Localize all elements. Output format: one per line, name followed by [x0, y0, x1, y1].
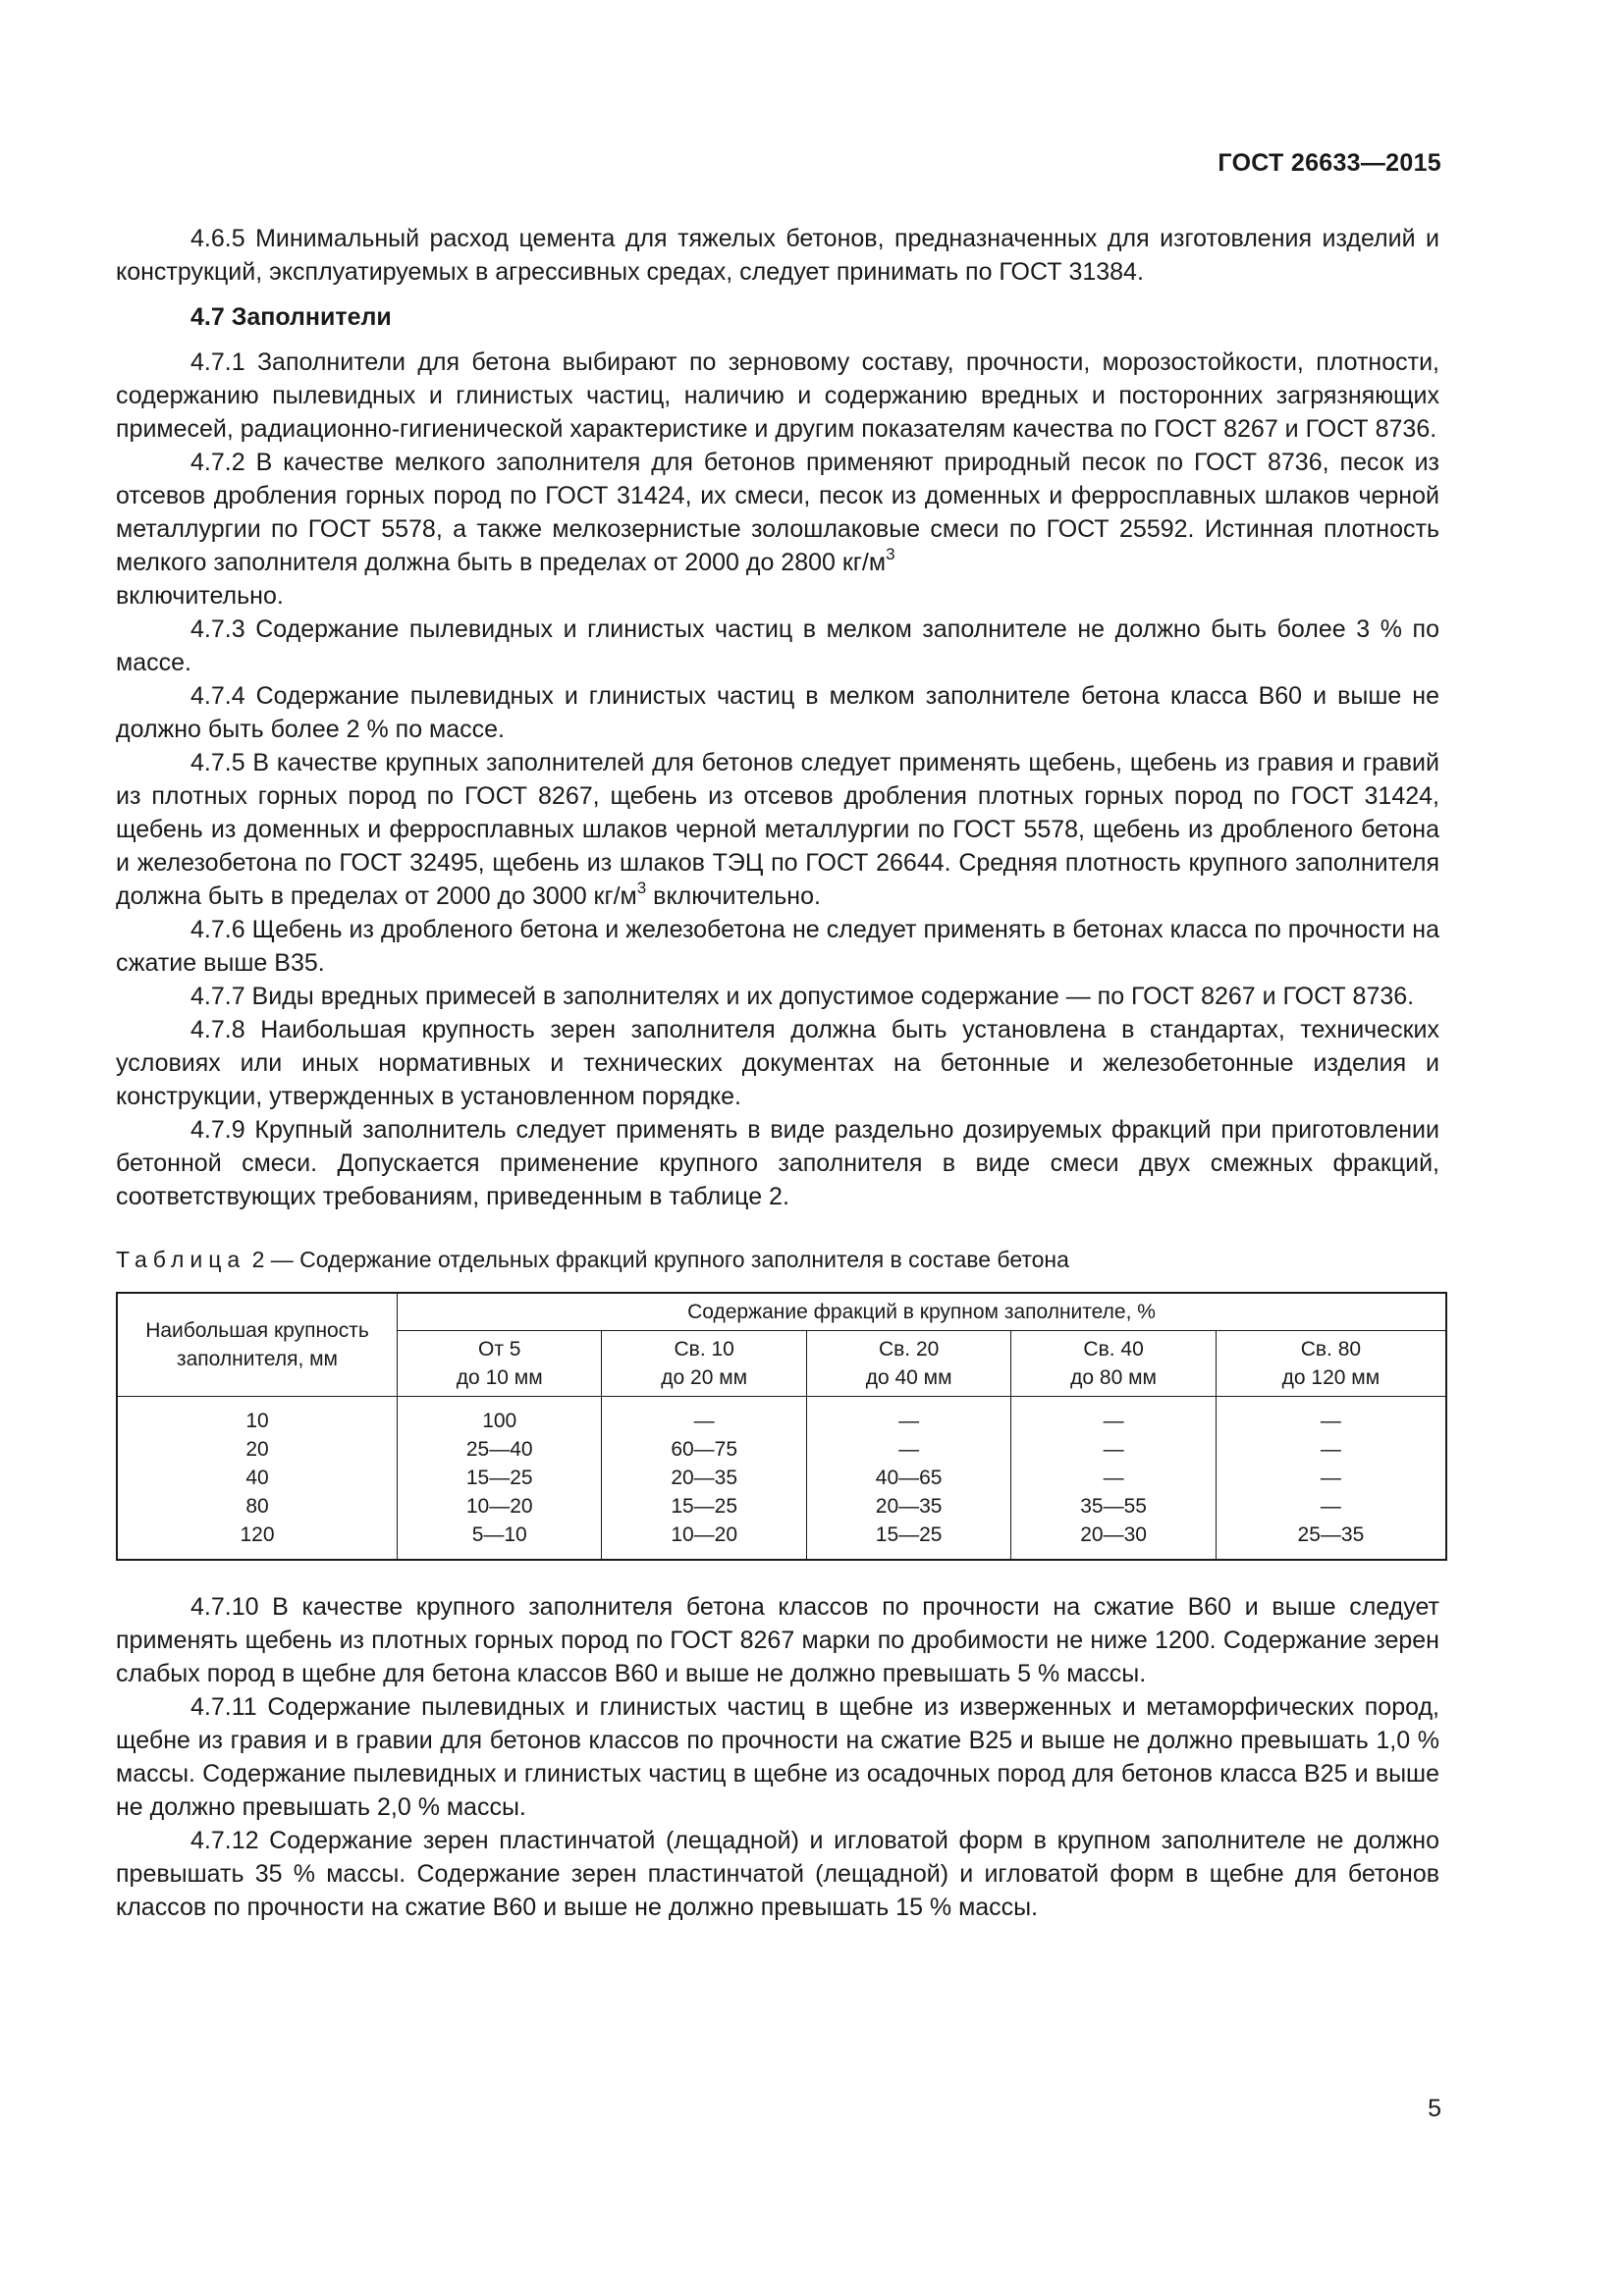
column-20-40: — — 40—65 20—35 15—25	[806, 1397, 1010, 1561]
document-code: ГОСТ 26633—2015	[1218, 149, 1441, 177]
subheader-cell: Св. 40 до 80 мм	[1011, 1331, 1216, 1397]
paragraph-4-7-12: 4.7.12 Содержание зерен пластинчатой (лещадной) и игловатой форм в крупном заполнителе не должно превышать 35 % массы. Содержание зерен пластинчатой (лещадной) и игловатой форм в щебне для бетонов классов по прочности на сжатие В60 и выше не должно превышать 15 % массы.	[116, 1827, 1439, 1921]
header-max-size: Наибольшая крупность заполнителя, мм	[117, 1293, 398, 1397]
paragraph-4-7-6: 4.7.6 Щебень из дробленого бетона и железобетона не следует применять в бетонах класса по прочности на сжатие выше В35.	[116, 916, 1439, 977]
subheader-cell: Св. 10 до 20 мм	[602, 1331, 806, 1397]
page-content	[116, 222, 1439, 1924]
paragraph-4-7-11: 4.7.11 Содержание пылевидных и глинистых частиц в щебне из изверженных и метаморфических пород, щебне из гравия и в гравии для бетонов классов по прочности на сжатие В25 и выше не должно превышать 1,0 % массы. Содержание пылевидных и глинистых частиц в щебне из осадочных пород для бетонов класса В25 и выше не должно превышать 2,0 % массы.	[116, 1693, 1439, 1821]
column-40-80: — — — 35—55 20—30	[1011, 1397, 1216, 1561]
page-number: 5	[1428, 2095, 1441, 2122]
subheader-cell: Св. 80 до 120 мм	[1216, 1331, 1446, 1397]
column-5-10: 100 25—40 15—25 10—20 5—10	[398, 1397, 602, 1561]
paragraph-4-7-7: 4.7.7 Виды вредных примесей в заполнителях и их допустимое содержание — по ГОСТ 8267 и ГОСТ 8736.	[190, 983, 1415, 1010]
table-caption: Таблица 2 — Содержание отдельных фракций крупного заполнителя в составе бетона	[116, 1247, 1069, 1272]
paragraph-4-7-2: 4.7.2 В качестве мелкого заполнителя для бетонов применяют природный песок по ГОСТ 8736, песок из отсевов дробления горных пород по ГОСТ 31424, их смеси, песок из доменных и ферросплавных шлаков черной металлургии по ГОСТ 5578, а также мелкозернистые золошлаковые смеси по ГОСТ 25592. Истинная плотность мелкого заполнителя должна быть в пределах от 2000 до 2800 $кг/м^3$ включительно.	[116, 449, 1439, 610]
paragraph-4-7-1: 4.7.1 Заполнители для бетона выбирают по зерновому составу, прочности, морозостойкости, плотности, содержанию пылевидных и глинистых частиц, наличию и содержанию вредных и посторонних загрязняющих примесей, радиационно-гигиенической характеристике и другим показателям качества по ГОСТ 8267 и ГОСТ 8736.	[116, 348, 1439, 443]
column-80-120: — — — — 25—35	[1216, 1397, 1446, 1561]
paragraph-4-6-5: 4.6.5 Минимальный расход цемента для тяжелых бетонов, предназначенных для изготовления изделий и конструкций, эксплуатируемых в агрессивных средах, следует принимать по ГОСТ 31384.	[116, 225, 1439, 286]
fractions-table	[116, 1292, 1447, 1561]
table-body-row	[117, 1397, 1446, 1561]
paragraph-4-7-8: 4.7.8 Наибольшая крупность зерен заполнителя должна быть установлена в стандартах, технических условиях или иных нормативных и технических документах на бетонные и железобетонные изделия и конструкции, утвержденных в установленном порядке.	[116, 1016, 1439, 1110]
paragraph-4-7-3: 4.7.3 Содержание пылевидных и глинистых частиц в мелком заполнителе не должно быть более 3 % по массе.	[116, 615, 1439, 676]
column-max-size: 10 20 40 80 120	[117, 1397, 398, 1561]
paragraph-4-7-9: 4.7.9 Крупный заполнитель следует применять в виде раздельно дозируемых фракций при приготовлении бетонной смеси. Допускается применение крупного заполнителя в виде смеси двух смежных фракций, соответствующих требованиям, приведенным в таблице 2.	[116, 1116, 1439, 1210]
paragraph-4-7-10: 4.7.10 В качестве крупного заполнителя бетона классов по прочности на сжатие В60 и выше следует применять щебень из плотных горных пород по ГОСТ 8267 марки по дробимости не ниже 1200. Содержание зерен слабых пород в щебне для бетона классов В60 и выше не должно превышать 5 % массы.	[116, 1593, 1439, 1687]
paragraph-4-7-5: 4.7.5 В качестве крупных заполнителей для бетонов следует применять щебень, щебень из гравия и гравий из плотных горных пород по ГОСТ 8267, щебень из отсевов дробления плотных горных пород по ГОСТ 31424, щебень из доменных и ферросплавных шлаков черной металлургии по ГОСТ 5578, щебень из дробленого бетона и железобетона по ГОСТ 32495, щебень из шлаков ТЭЦ по ГОСТ 26644. Средняя плотность крупного заполнителя должна быть в пределах от 2000 до 3000 $кг/м^3$ включительно.	[116, 749, 1439, 910]
section-title: 4.7 Заполнители	[190, 303, 392, 331]
subheader-cell: От 5 до 10 мм	[398, 1331, 602, 1397]
header-fraction-content: Содержание фракций в крупном заполнителе, %	[398, 1293, 1447, 1331]
subheader-cell: Св. 20 до 40 мм	[806, 1331, 1010, 1397]
column-10-20: — 60—75 20—35 15—25 10—20	[602, 1397, 806, 1561]
paragraph-4-7-4: 4.7.4 Содержание пылевидных и глинистых частиц в мелком заполнителе бетона класса В60 и выше не должно быть более 2 % по массе.	[116, 682, 1439, 743]
